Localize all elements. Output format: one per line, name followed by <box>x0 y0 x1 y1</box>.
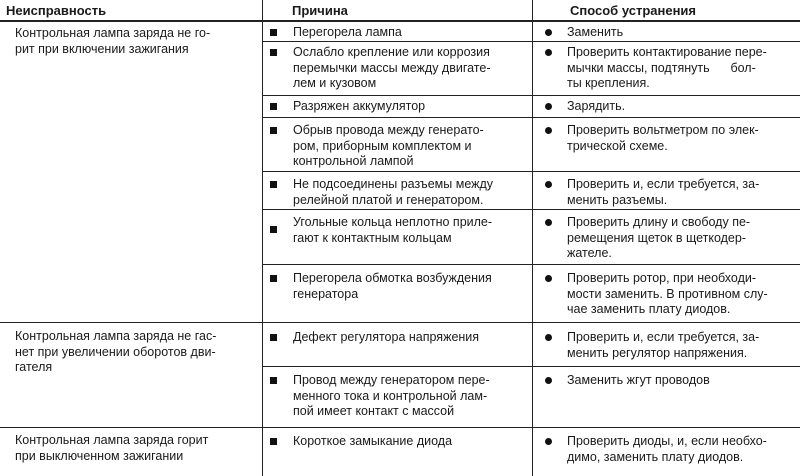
round-bullet-icon <box>545 334 552 341</box>
square-bullet-icon <box>270 29 277 36</box>
cause-text: Короткое замыкание диода <box>293 434 453 448</box>
remedy-text: Проверить длину и свободу пе- ремещения щеток в щеткодер- жателе. <box>567 215 751 261</box>
square-bullet-icon <box>270 103 277 110</box>
remedy-text: Заменить <box>567 25 624 39</box>
round-bullet-icon <box>545 103 552 110</box>
remedy-text: Заменить жгут проводов <box>567 373 710 387</box>
cause-text: Перегорела обмотка возбуждения генератора <box>293 271 492 301</box>
remedy-text: Зарядить. <box>567 99 626 113</box>
round-bullet-icon <box>545 49 552 56</box>
remedy-text: Проверить диоды, и, если необхо- димо, заменить плату диодов. <box>567 434 767 464</box>
round-bullet-icon <box>545 127 552 134</box>
square-bullet-icon <box>270 275 277 282</box>
round-bullet-icon <box>545 377 552 384</box>
row-divider <box>262 264 800 265</box>
fault-text: Контрольная лампа заряда не гас- нет при увеличении оборотов дви- гателя <box>15 329 217 375</box>
round-bullet-icon <box>545 29 552 36</box>
cause-text: Ослабло крепление или коррозия перемычки массы между двигате- лем и кузовом <box>293 45 491 91</box>
round-bullet-icon <box>545 219 552 226</box>
remedy-text: Проверить ротор, при необходи- мости заменить. В противном слу- чае заменить плату диодов. <box>567 271 768 317</box>
header-remedy: Способ устранения <box>570 3 697 18</box>
round-bullet-icon <box>545 438 552 445</box>
group-divider <box>0 322 800 323</box>
row-divider <box>262 171 800 172</box>
column-divider <box>532 0 533 476</box>
square-bullet-icon <box>270 226 277 233</box>
column-divider <box>262 0 263 476</box>
header-rule <box>0 20 800 22</box>
remedy-text: Проверить вольтметром по элек- трической схеме. <box>567 123 759 153</box>
group-divider <box>0 427 800 428</box>
remedy-text: Проверить контактирование пере- мычки массы, подтянуть бол- ты крепления. <box>567 45 767 91</box>
cause-text: Дефект регулятора напряжения <box>293 330 480 344</box>
square-bullet-icon <box>270 334 277 341</box>
round-bullet-icon <box>545 275 552 282</box>
cause-text: Разряжен аккумулятор <box>293 99 426 113</box>
round-bullet-icon <box>545 181 552 188</box>
square-bullet-icon <box>270 127 277 134</box>
fault-text: Контрольная лампа заряда горит при выключенном зажигании <box>15 433 209 463</box>
square-bullet-icon <box>270 438 277 445</box>
row-divider <box>262 95 800 96</box>
fault-text: Контрольная лампа заряда не го- рит при включении зажигания <box>15 26 211 56</box>
header-fault: Неисправность <box>6 3 107 18</box>
row-divider <box>262 117 800 118</box>
cause-text: Провод между генератором пере- менного тока и контрольной лам- пой имеет контакт с массой <box>293 373 490 419</box>
square-bullet-icon <box>270 49 277 56</box>
cause-text: Обрыв провода между генерато- ром, приборным комплектом и контрольной лампой <box>293 123 484 169</box>
cause-text: Перегорела лампа <box>293 25 402 39</box>
row-divider <box>262 41 800 42</box>
cause-text: Угольные кольца неплотно приле- гают к контактным кольцам <box>293 215 493 245</box>
row-divider <box>262 366 800 367</box>
remedy-text: Проверить и, если требуется, за- менить разъемы. <box>567 177 760 207</box>
cause-text: Не подсоединены разъемы между релейной платой и генератором. <box>293 177 494 207</box>
header-cause: Причина <box>292 3 348 18</box>
square-bullet-icon <box>270 181 277 188</box>
remedy-text: Проверить и, если требуется, за- менить регулятор напряжения. <box>567 330 760 360</box>
row-divider <box>262 209 800 210</box>
square-bullet-icon <box>270 377 277 384</box>
